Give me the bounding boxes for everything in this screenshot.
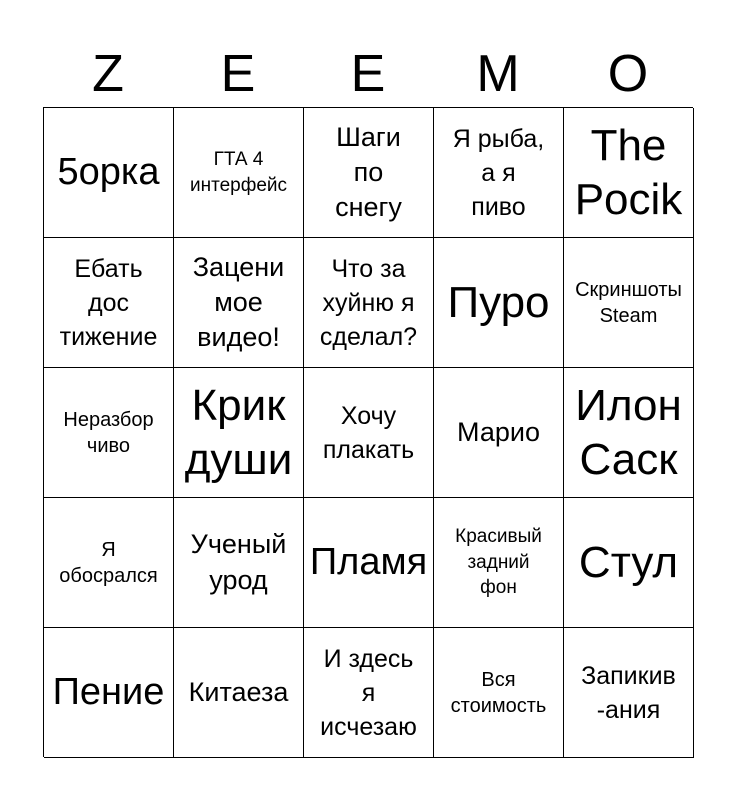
bingo-cell[interactable] bbox=[564, 368, 694, 498]
bingo-cell[interactable] bbox=[434, 498, 564, 628]
cell-text: Илон Саск bbox=[575, 380, 682, 484]
cell-text: Шаги по снегу bbox=[335, 121, 402, 223]
cell-text: Ебать дос тижение bbox=[59, 254, 158, 351]
cell-text: The Pocik bbox=[574, 120, 683, 224]
bingo-cell[interactable] bbox=[564, 628, 694, 758]
cell-text: Вся стоимость bbox=[450, 668, 547, 717]
cell-text: Зацени мое видео! bbox=[192, 251, 285, 353]
cell-text: Китаеза bbox=[188, 676, 289, 707]
cell-text: 5орка bbox=[57, 150, 160, 193]
bingo-cell[interactable] bbox=[44, 368, 174, 498]
bingo-cell[interactable] bbox=[564, 238, 694, 368]
cell-text: Неразбор чиво bbox=[63, 408, 154, 457]
bingo-cell[interactable] bbox=[174, 368, 304, 498]
bingo-cell[interactable] bbox=[564, 108, 694, 238]
bingo-cell[interactable] bbox=[434, 628, 564, 758]
header-letter-e2: E bbox=[350, 45, 386, 103]
cell-text: ГТА 4 интерфейс bbox=[189, 148, 288, 196]
bingo-cell[interactable] bbox=[564, 498, 694, 628]
cell-text: Марио bbox=[457, 416, 540, 447]
bingo-cell[interactable] bbox=[174, 498, 304, 628]
bingo-cell[interactable] bbox=[44, 238, 174, 368]
bingo-cell[interactable] bbox=[434, 108, 564, 238]
bingo-cell[interactable] bbox=[44, 628, 174, 758]
bingo-cell[interactable] bbox=[304, 498, 434, 628]
cell-text: Я рыба, а я пиво bbox=[452, 124, 545, 221]
bingo-cell[interactable] bbox=[44, 498, 174, 628]
bingo-cell[interactable] bbox=[174, 238, 304, 368]
cell-text: Скриншоты Steam bbox=[575, 278, 682, 327]
cell-text: Крик души bbox=[184, 380, 293, 484]
cell-text: Пуро bbox=[447, 277, 550, 327]
bingo-cell[interactable] bbox=[174, 108, 304, 238]
header-letter-e1: E bbox=[220, 45, 256, 103]
bingo-cell[interactable] bbox=[434, 368, 564, 498]
cell-text: И здесь я исчезаю bbox=[320, 644, 417, 741]
header-letter-m: M bbox=[476, 45, 520, 103]
bingo-header bbox=[43, 42, 693, 106]
cell-text: Ученый урод bbox=[190, 529, 287, 595]
cell-text: Хочу плакать bbox=[322, 401, 415, 464]
bingo-cell[interactable] bbox=[434, 238, 564, 368]
bingo-cell[interactable] bbox=[304, 368, 434, 498]
cell-text: Стул bbox=[578, 537, 679, 587]
cell-text: Пение bbox=[52, 670, 165, 713]
cell-text: Пламя bbox=[309, 540, 428, 583]
bingo-cell[interactable] bbox=[304, 238, 434, 368]
cell-text: Запикив -ания bbox=[581, 661, 676, 724]
cell-text: Я обосрался bbox=[59, 538, 158, 587]
bingo-cell[interactable] bbox=[304, 108, 434, 238]
cell-text: Что за хуйню я сделал? bbox=[319, 254, 418, 351]
bingo-board bbox=[43, 107, 693, 757]
header-letter-z: Z bbox=[92, 45, 124, 103]
cell-text: Красивый задний фон bbox=[455, 526, 542, 599]
bingo-cell[interactable] bbox=[44, 108, 174, 238]
header-letter-o: O bbox=[607, 45, 649, 103]
bingo-cell[interactable] bbox=[304, 628, 434, 758]
bingo-cell[interactable] bbox=[174, 628, 304, 758]
